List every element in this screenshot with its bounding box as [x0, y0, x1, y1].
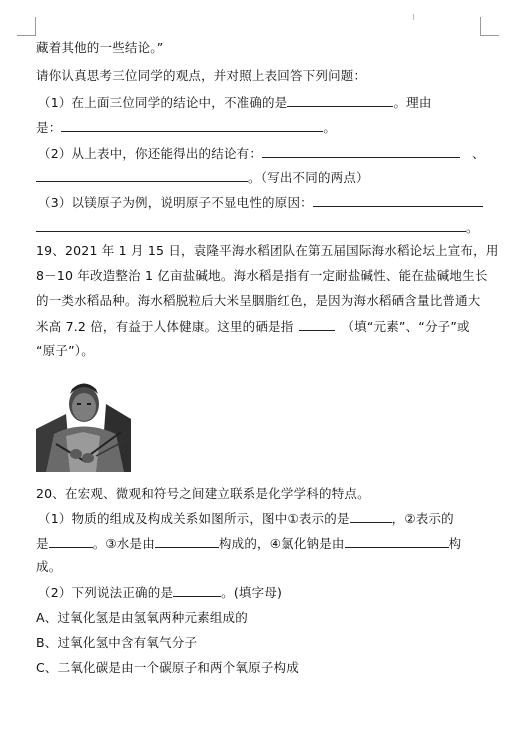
portrait-photo — [36, 374, 131, 472]
q20-line-1: 20、在宏观、微观和符号之间建立联系是化学学科的特点。 — [36, 486, 370, 501]
q19-line-2: 8－10 年改造整治 1 亿亩盐碱地。海水稻是指有一定耐盐碱性、能在盐碱地生长 — [36, 268, 488, 283]
q19-line-4 — [36, 317, 470, 336]
answer-blank[interactable] — [36, 218, 466, 232]
q18-reason — [36, 118, 336, 137]
q18-part-2-note: 。（写出不同的两点） — [248, 170, 369, 185]
answer-blank[interactable] — [345, 534, 449, 548]
answer-blank[interactable] — [173, 583, 221, 597]
q18-line-1: 藏着其他的一些结论。” — [36, 40, 164, 55]
q20-part-2-tail: 。(填字母) — [221, 585, 283, 600]
q20-part-1-mid: ，②表示的 — [391, 511, 454, 526]
q20-part-1-cont — [36, 534, 461, 553]
answer-blank[interactable] — [262, 144, 460, 158]
answer-blank[interactable] — [49, 534, 93, 548]
corner-crop-mark — [17, 17, 36, 36]
answer-blank[interactable] — [36, 168, 248, 182]
q18-part-2-text: （2）从上表中，你还能得出的结论有： — [38, 146, 263, 161]
q20-line-4: 成。 — [36, 559, 62, 574]
answer-blank[interactable] — [313, 193, 483, 207]
q18-part-3-cont — [36, 218, 479, 237]
q19-line-5: “原子”）。 — [36, 343, 94, 358]
answer-blank[interactable] — [299, 317, 335, 331]
q19-line-1: 19、2021 年 1 月 15 日，袁隆平海水稻团队在第五届国际海水稻论坛上宣布，用 — [36, 243, 499, 258]
q18-part-3 — [38, 193, 483, 212]
option-b: B、过氧化氢中含有氧气分子 — [36, 635, 198, 650]
answer-blank[interactable] — [287, 93, 393, 107]
q18-part-2 — [38, 144, 485, 163]
answer-blank[interactable] — [61, 118, 323, 132]
q20-line-3-mid1: 。③水是由 — [92, 536, 155, 551]
answer-blank[interactable] — [350, 509, 392, 523]
option-a: A、过氧化氢是由氢氧两种元素组成的 — [36, 610, 248, 625]
ruler-tick — [413, 14, 414, 20]
q18-part-2-cont — [36, 168, 369, 187]
q20-part-1 — [38, 509, 454, 528]
q18-part-1-text: （1）在上面三位同学的结论中，不准确的是 — [38, 95, 288, 110]
q19-line-4-text: 米高 7.2 倍，有益于人体健康。这里的硒是指 — [36, 319, 294, 334]
q20-part-1-text: （1）物质的组成及构成关系如图所示，图中①表示的是 — [38, 511, 350, 526]
q18-part-3-tail: 。 — [466, 220, 479, 235]
q19-line-3: 的一类水稻品种。海水稻脱粒后大米呈胭脂红色，是因为海水稻硒含量比普通大 — [36, 293, 481, 308]
q19-line-4-tail: （填“元素”、“分子”或 — [341, 319, 470, 334]
answer-blank[interactable] — [155, 534, 219, 548]
q20-line-3-tail: 构 — [448, 536, 462, 551]
corner-crop-mark — [480, 17, 499, 36]
q18-part-2-sep: 、 — [472, 146, 485, 161]
q18-instruction: 请你认真思考三位同学的观点，并对照上表回答下列问题： — [36, 68, 367, 83]
option-c: C、二氧化碳是由一个碳原子和两个氧原子构成 — [36, 660, 299, 675]
q18-part-1 — [38, 93, 432, 112]
q20-part-2 — [38, 583, 282, 602]
q20-line-3-text: 是 — [36, 536, 49, 551]
q18-reason-label: 是： — [36, 120, 62, 135]
q20-part-2-text: （2）下列说法正确的是 — [38, 585, 174, 600]
q18-part-1-tail: 。理由 — [393, 95, 432, 110]
q20-line-3-mid2: 构成的，④氯化钠是由 — [218, 536, 345, 551]
q18-reason-tail: 。 — [323, 120, 337, 135]
q18-part-3-text: （3）以镁原子为例，说明原子不显电性的原因： — [38, 195, 313, 210]
